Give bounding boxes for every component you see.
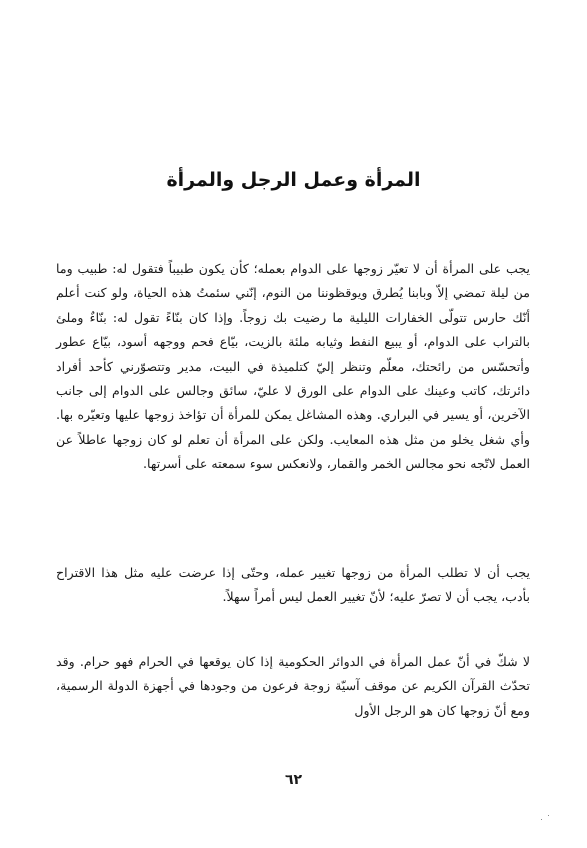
page-number: ٦٢ (284, 772, 303, 788)
scan-speck (548, 815, 549, 816)
scan-speck (541, 819, 542, 820)
paragraph-3: لا شكّ في أنّ عمل المرأة في الدوائر الحكومية إذا كان يوقعها في الحرام فهو حرام. وقد تحدّث القرآن الكريم عن موقف آسيّة زوجة فرعون من وجودها في أجهزة الدولة الرسمية، ومع أنّ زوجها كان هو الرجل الأول (56, 654, 530, 718)
paragraph-1: يجب على المرأة أن لا تعيّر زوجها على الدوام بعمله؛ كأن يكون طبيباً فتقول له: طبيب وما من ليلة تمضي إلاّ وبابنا يُطرق ويوقظوننا من النوم، إنّني سئمتُ هذه الحياة، ولو كنت أعلم أنّك حارس تتولّى الخفارات الليلية ما رضيت بك زوجاً. وإذا كان بنّاءً تقول له: بنّاءٌ وملئ بالتراب على الدوام، أو يبيع النفط وثيابه ملئة بالزيت، بيّاع فحم ووجهه أسود، بيّاع عطور وأتحسّس من رائحتك، معلّم وتنظر إليّ كتلميذة في البيت، مدير وتتصوّرني كأحد أفراد دائرتك، كاتب وعينك على الدوام على الورق لا عليّ، سائق وجالس على الدوام إلى جانب الآخرين، أو يسير في البراري. وهذه المشاغل يمكن للمرأة أن تؤاخذ زوجها عليها وتعيّره بها. وأي شغل يخلو من مثل هذه المعايب. ولكن على المرأة أن تعلم لو كان زوجها عاطلاً عن العمل لاتّجه نحو مجالس الخمر والقمار، ولانعكس سوء سمعته على أسرتها. (56, 261, 530, 472)
paragraph-2: يجب أن لا تطلب المرأة من زوجها تغيير عمله، وحتّى إذا عرضت عليه مثل هذا الاقتراح بأدب، يجب أن لا تصرّ عليه؛ لأنّ تغيير العمل ليس أمراً سهلاً. (56, 565, 530, 605)
chapter-title: المرأة وعمل الرجل والمرأة (166, 169, 421, 191)
